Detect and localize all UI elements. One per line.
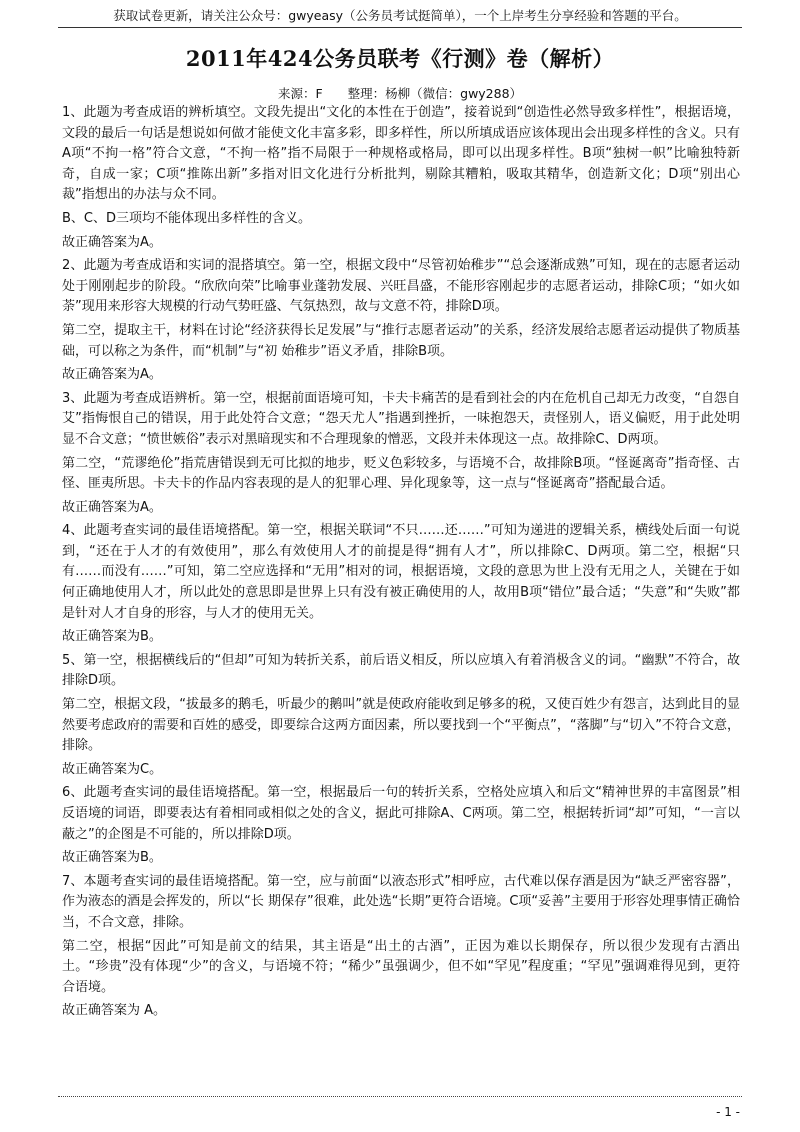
paragraph: 第二空，根据文段，“拔最多的鹅毛，听最少的鹅叫”就是使政府能收到足够多的税，又使百姓少有怨言，达到此目的显然要考虑政府的需要和百姓的感受，即要综合这两方面因素，所以要找到一个“平衡点”，“落脚”与“切入”不符合文意，排除。 <box>62 697 740 754</box>
paragraph: 7、本题考查实词的最佳语境搭配。第一空，应与前面“以液态形式”相呼应，古代难以保存酒是因为“缺乏严密容器”，作为液态的酒是会挥发的，所以“长 期保存”很难，此处选“长期”更符合语境。C项“妥善”主要用于形容处理事情正确恰当，不合文意，排除。 <box>62 873 740 930</box>
footer-divider <box>58 1096 742 1097</box>
paragraph: 6、此题考查实词的最佳语境搭配。第一空，根据最后一句的转折关系，空格处应填入和后文“精神世界的丰富图景”相反语境的词语，即要表达有着相同或相似之处的含义，据此可排除A、C两项。第二空，根据转折词“却”可知，“一言以蔽之”的企图是不可能的，所以排除D项。 <box>62 785 740 842</box>
paragraph: 第二空，“荒谬绝伦”指荒唐错误到无可比拟的地步，贬义色彩较多，与语境不合，故排除B项。“怪诞离奇”指奇怪、古怪、匪夷所思。卡夫卡的作品内容表现的是人的犯罪心理、异化现象等，这一点与“怪诞离奇”搭配最合适。 <box>62 455 740 492</box>
page-number: - 1 - <box>716 1105 740 1119</box>
document-body <box>62 103 740 1078</box>
paragraph: B、C、D三项均不能体现出多样性的含义。 <box>62 210 312 226</box>
document-title: 2011年424公务员联考《行测》卷（解析） <box>185 46 615 71</box>
paragraph: 故正确答案为A。 <box>62 367 162 383</box>
header-divider <box>58 27 742 28</box>
paragraph: 2、此题为考查成语和实词的混搭填空。第一空，根据文段中“尽管初始稚步”“总会逐渐成熟”可知，现在的志愿者运动处于刚刚起步的阶段。“欣欣向荣”比喻事业蓬勃发展、兴旺昌盛，不能形容刚起步的志愿者运动，排除C项；“如火如荼”现用来形容大规模的行动气势旺盛、气氛热烈，故与文意不符，排除D项。 <box>62 258 740 315</box>
paragraph: 故正确答案为 A。 <box>62 1003 167 1019</box>
document-byline: 来源：F 整理：杨柳（微信：gwy288） <box>277 86 523 101</box>
paragraph: 3、此题为考查成语辨析。第一空，根据前面语境可知，卡夫卡痛苦的是看到社会的内在危机自己却无力改变，“自怨自艾”指悔恨自己的错误，用于此处符合文意；“怨天尤人”指遇到挫折，一味抱怨天，责怪别人，语义偏贬，用于此处明显不合文意；“愤世嫉俗”表示对黑暗现实和不合理现象的憎恶，文段并未体现这一点。故排除C、D两项。 <box>62 390 740 447</box>
paragraph: 5、第一空，根据横线后的“但却”可知为转折关系，前后语义相反，所以应填入有着消极含义的词。“幽默”不符合，故排除D项。 <box>62 652 740 689</box>
paragraph: 故正确答案为B。 <box>62 850 162 866</box>
paragraph: 故正确答案为A。 <box>62 499 162 515</box>
paragraph: 4、此题考查实词的最佳语境搭配。第一空，根据关联词“不只……还……”可知为递进的逻辑关系，横线处后面一句说到，“还在于人才的有效使用”，那么有效使用人才的前提是得“拥有人才”，所以排除C、D两项。第二空，根据“只有……而没有……”可知，第二空应选择和“无用”相对的词，根据语境，文段的意思为世上没有无用之人，关键在于如何正确地使用人才，所以此处的意思即是世界上只有没有被正确使用的人，故用B项“错位”最合适；“失意”和“失败”都是针对人才自身的形容，与人才的使用无关。 <box>62 523 740 621</box>
paragraph: 故正确答案为C。 <box>62 761 163 777</box>
paragraph: 故正确答案为A。 <box>62 234 162 250</box>
paragraph: 1、此题为考查成语的辨析填空。文段先提出“文化的本性在于创造”，接着说到“创造性必然导致多样性”，根据语境，文段的最后一句话是想说如何做才能使文化丰富多彩，即多样性，所以所填成语应该体现出会出现多样性的含义。只有A项“不拘一格”符合文意，“不拘一格”指不局限于一种规格或格局，即可以出现多样性。B项“独树一帜”比喻独特新奇，自成一家；C项“推陈出新”多指对旧文化进行分析批判，剔除其糟粕，吸取其精华，创造新文化；D项“别出心裁”指想出的办法与众不同。 <box>62 105 740 203</box>
paragraph: 故正确答案为B。 <box>62 629 162 645</box>
paragraph: 第二空，提取主干，材料在讨论“经济获得长足发展”与“推行志愿者运动”的关系，经济发展给志愿者运动提供了物质基础，可以称之为条件，而“机制”与“初 始稚步”语义矛盾，排除B项。 <box>62 322 740 359</box>
paragraph: 第二空，根据“因此”可知是前文的结果，其主语是“出土的古酒”，正因为难以长期保存，所以很少发现有古酒出土。“珍贵”没有体现“少”的含义，与语境不符；“稀少”虽强调少，但不如“罕见”程度重；“罕见”强调难得见到，更符合语境。 <box>62 938 740 995</box>
page-header-notice: 获取试卷更新，请关注公众号：gwyeasy（公务员考试挺简单），一个上岸考生分享经验和答题的平台。 <box>113 8 687 23</box>
